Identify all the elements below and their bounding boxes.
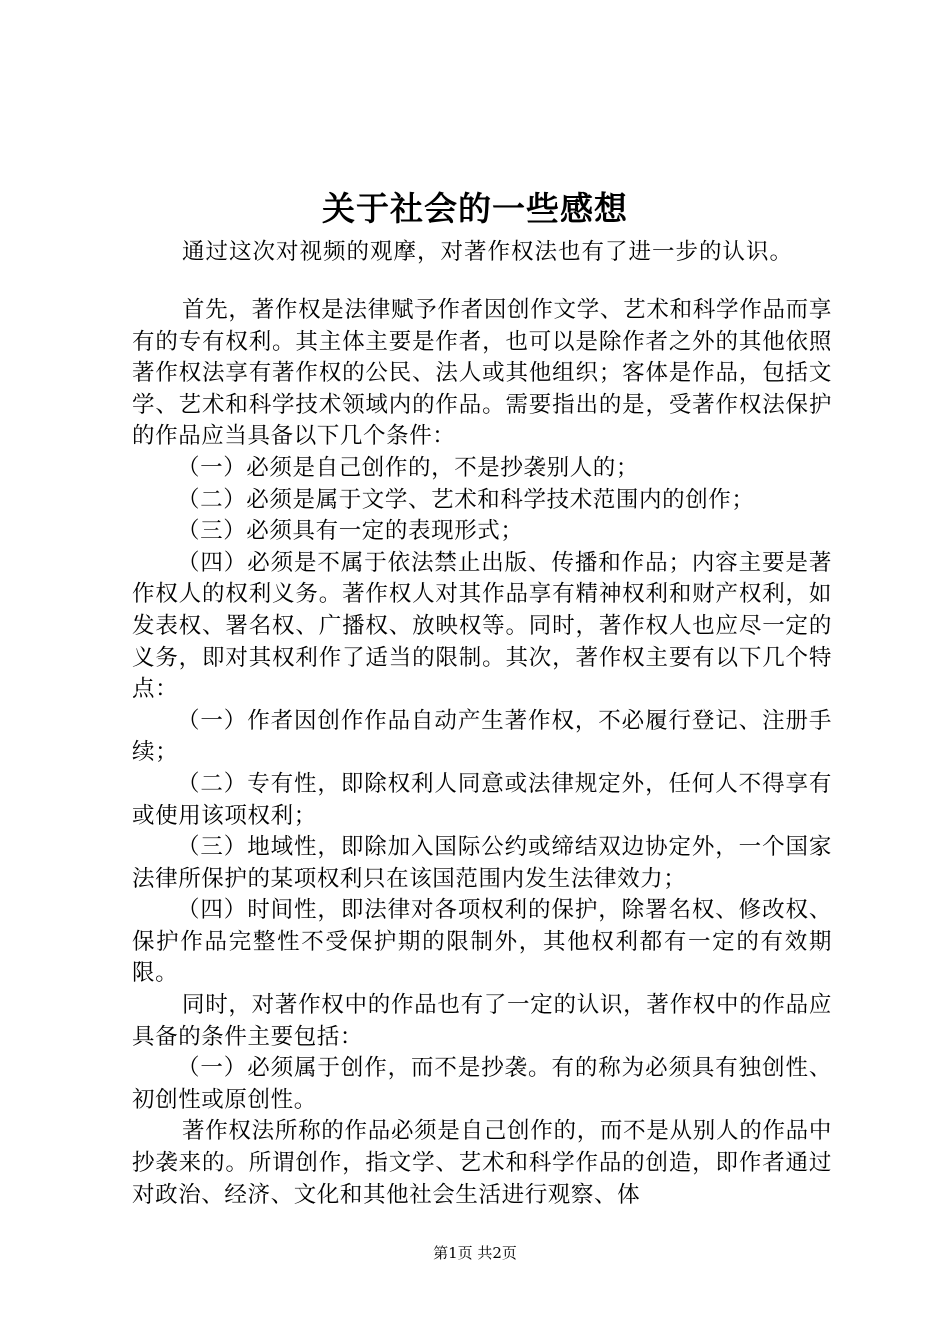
list-item: （一）作者因创作作品自动产生著作权，不必履行登记、注册手续； bbox=[132, 707, 832, 766]
list-item: （一）必须属于创作，而不是抄袭。有的称为必须具有独创性、初创性或原创性。 bbox=[132, 1055, 832, 1113]
document-title: 关于社会的一些感想 bbox=[322, 189, 628, 228]
list-item: （一）必须是自己创作的，不是抄袭别人的； bbox=[177, 454, 640, 481]
list-item: （四）必须是不属于依法禁止出版、传播和作品；内容主要是著作权人的权利义务。著作权人对其作品享有精神权利和财产权利，如发表权、署名权、广播权、放映权等。同时，著作权人也应尽一定的义务，即对其权利作了适当的限制。其次，著作权主要有以下几个特点： bbox=[132, 549, 832, 703]
body-paragraph: 首先，著作权是法律赋予作者因创作文学、艺术和科学作品而享有的专有权利。其主体主要是作者，也可以是除作者之外的其他依照著作权法享有著作权的公民、法人或其他组织；客体是作品，包括文学、艺术和科学技术领域内的作品。需要指出的是，受著作权法保护的作品应当具备以下几个条件： bbox=[132, 297, 832, 450]
document-body bbox=[132, 295, 832, 1211]
body-paragraph: 同时，对著作权中的作品也有了一定的认识，著作权中的作品应具备的条件主要包括： bbox=[132, 992, 832, 1050]
page-footer: 第1页 共2页 bbox=[433, 1244, 517, 1262]
list-item: （二）必须是属于文学、艺术和科学技术范围内的创作； bbox=[177, 486, 755, 513]
list-item: （三）必须具有一定的表现形式； bbox=[177, 518, 524, 545]
list-item: （三）地域性，即除加入国际公约或缔结双边协定外，一个国家法律所保护的某项权利只在该国范围内发生法律效力； bbox=[132, 834, 832, 892]
intro-paragraph: 通过这次对视频的观摩，对著作权法也有了进一步的认识。 bbox=[182, 239, 794, 265]
list-item: （四）时间性，即法律对各项权利的保护，除署名权、修改权、保护作品完整性不受保护期的限制外，其他权利都有一定的有效期限。 bbox=[132, 897, 832, 987]
list-item: （二）专有性，即除权利人同意或法律规定外，任何人不得享有或使用该项权利； bbox=[132, 770, 832, 829]
body-paragraph: 著作权法所称的作品必须是自己创作的，而不是从别人的作品中抄袭来的。所谓创作，指文学、艺术和科学作品的创造，即作者通过对政治、经济、文化和其他社会生活进行观察、体 bbox=[132, 1118, 832, 1208]
